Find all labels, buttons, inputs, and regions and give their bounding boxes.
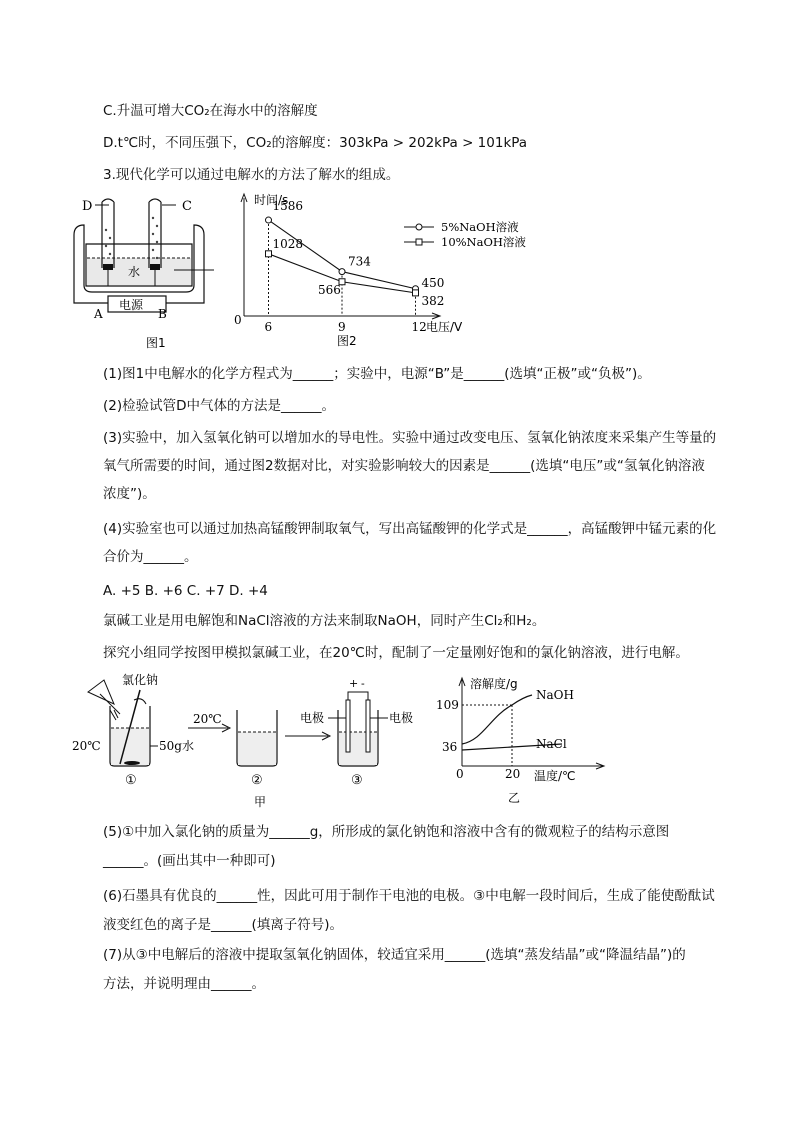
option-d: D.t℃时，不同压强下，CO₂的溶解度：303kPa > 202kPa > 101kPa [103, 135, 528, 151]
legend-5pct: 5%NaOH溶液 [441, 220, 519, 234]
question-7-line2: 方法，并说明理由______。 [103, 976, 265, 992]
figure-1-electrolysis [66, 190, 226, 350]
answer-options: A. +5 B. +6 C. +7 D. +4 [103, 583, 268, 599]
data-label: 450 [421, 275, 445, 290]
label-d: D [82, 199, 93, 214]
naoh-label: NaOH [536, 688, 574, 702]
question-3-2: (2)检验试管D中气体的方法是______。 [103, 398, 336, 414]
label-c: C [182, 199, 192, 214]
figure-yi-solubility [428, 672, 628, 810]
yi-tick-20: 20 [505, 767, 521, 781]
x-tick-label: 6 [264, 320, 273, 334]
point-5pct [266, 217, 272, 223]
experiment-intro: 探究小组同学按图甲模拟氯碱工业，在20℃时，配制了一定量刚好饱和的氯化钠溶液，进行电解。 [103, 645, 689, 661]
temp-label-1: 20℃ [72, 739, 101, 753]
data-label: 566 [318, 282, 341, 297]
question-3-4-line2: 合价为______。 [103, 549, 198, 565]
figure-jia-caption: 甲 [254, 795, 267, 809]
water-label: 水 [128, 265, 141, 279]
plus-sign: + [349, 677, 359, 690]
step-2: ② [251, 773, 263, 788]
figure-jia-process [70, 670, 420, 810]
question-3-1: (1)图1中电解水的化学方程式为______；实验中，电源“B”是______(选填“正极”或“负极”)。 [103, 366, 651, 382]
question-3-3-line2: 氧气所需要的时间，通过图2数据对比，对实验影响较大的因素是______(选填“电压”或“氢氧化钠溶液 [103, 458, 705, 474]
minus-sign: - [361, 677, 365, 690]
question-6-line2: 液变红色的离子是______(填离子符号)。 [103, 917, 344, 933]
yi-y-axis-label: 溶解度/g [470, 677, 518, 691]
question-7-line1: (7)从③中电解后的溶液中提取氢氧化钠固体，较适宜采用______(选填“蒸发结晶”或“降温结晶”)的 [103, 947, 686, 963]
figure-1-caption: 图1 [146, 336, 166, 350]
x-axis-label: 电压/V [426, 320, 463, 334]
figure-yi-caption: 乙 [508, 791, 521, 805]
question-5-line2: ______。(画出其中一种即可) [103, 853, 276, 869]
electrode-label-right: 电极 [389, 711, 414, 725]
question-3-4-line1: (4)实验室也可以通过加热高锰酸钾制取氧气，写出高锰酸钾的化学式是______，高锰酸钾中锰元素的化 [103, 521, 717, 537]
yi-tick-109: 109 [436, 698, 459, 712]
data-label: 382 [421, 293, 445, 308]
label-a: A [94, 307, 103, 321]
power-label: 电源 [119, 298, 144, 312]
data-label: 1028 [272, 236, 304, 251]
question-5-line1: (5)①中加入氯化钠的质量为______g，所形成的氯化钠饱和溶液中含有的微观粒子的结构示意图 [103, 824, 670, 840]
step-3: ③ [351, 773, 363, 788]
origin-label: 0 [234, 313, 242, 327]
temp-label-2: 20℃ [193, 712, 222, 726]
water-50g-label: 50g水 [159, 739, 194, 753]
x-tick-label: 9 [338, 320, 346, 334]
legend-10pct: 10%NaOH溶液 [441, 235, 526, 249]
figure-2-caption: 图2 [337, 334, 357, 348]
label-b: B [158, 307, 167, 321]
nacl-label-yi: NaCl [536, 737, 567, 751]
figure-2-chart [228, 188, 558, 350]
x-tick-label: 12 [411, 320, 427, 334]
electrode-label-left: 电极 [300, 711, 325, 725]
point-10pct [413, 290, 419, 296]
yi-origin: 0 [456, 767, 464, 781]
question-6-line1: (6)石墨具有优良的______性，因此可用于制作干电池的电极。③中电解一段时间后，生成了能使酚酞试 [103, 888, 715, 904]
question-3-stem: 3.现代化学可以通过电解水的方法了解水的组成。 [103, 167, 400, 183]
point-10pct [266, 251, 272, 257]
y-axis-label: 时间/s [254, 193, 289, 207]
question-3-3-line3: 浓度”)。 [103, 486, 156, 502]
step-1: ① [125, 773, 137, 788]
yi-tick-36: 36 [442, 740, 458, 754]
option-c: C.升温可增大CO₂在海水中的溶解度 [103, 103, 318, 119]
point-5pct [339, 269, 345, 275]
nacl-label: 氯化钠 [122, 673, 159, 687]
naoh-curve [462, 695, 532, 744]
question-3-3-line1: (3)实验中，加入氢氧化钠可以增加水的导电性。实验中通过改变电压、氢氧化钠浓度来采集产生等量的 [103, 430, 717, 446]
chlor-alkali-intro: 氯碱工业是用电解饱和NaCl溶液的方法来制取NaOH，同时产生Cl₂和H₂。 [103, 613, 546, 629]
data-label: 1586 [272, 199, 304, 214]
data-label: 734 [348, 254, 371, 269]
yi-x-axis-label: 温度/℃ [534, 769, 576, 783]
